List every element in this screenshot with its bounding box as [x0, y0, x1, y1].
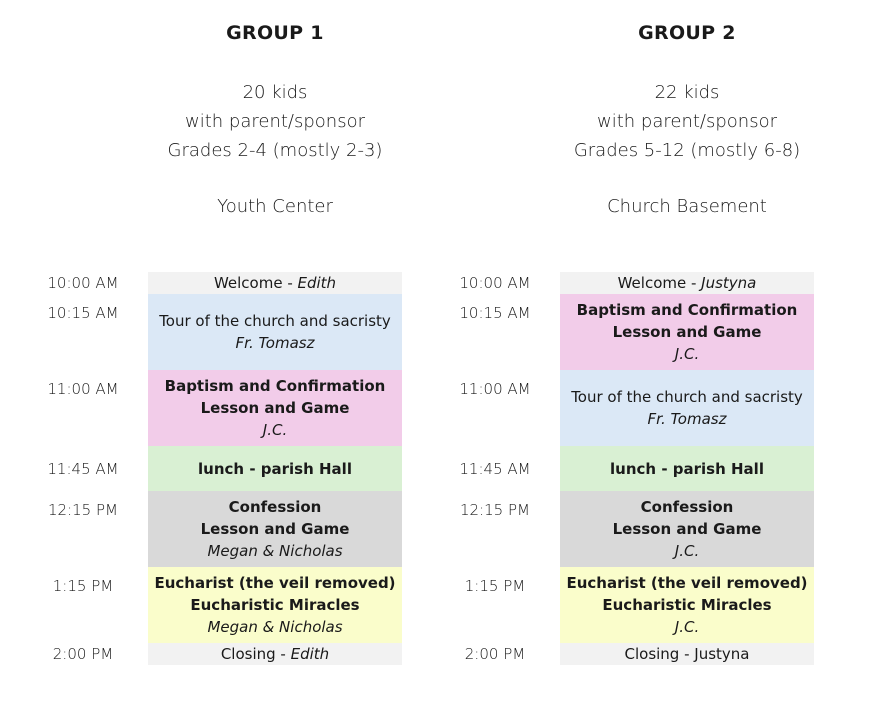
- group1-confession-title: Confession: [228, 498, 322, 516]
- group1-welcome-label: Welcome -: [213, 274, 298, 292]
- group1-tour-title: Tour of the church and sacristy: [159, 312, 391, 330]
- group2-time-115: 1:15 PM: [464, 577, 526, 595]
- group1-header: [115, 20, 435, 220]
- group1-time-1015: 10:15 AM: [47, 304, 119, 322]
- group1-welcome-leader: Edith: [297, 274, 337, 292]
- group2-time-1000: 10:00 AM: [459, 274, 531, 292]
- group1-lunch-block: [148, 446, 402, 491]
- group2-baptism-subtitle: Lesson and Game: [612, 323, 762, 341]
- group1-baptism-leader: J.C.: [262, 421, 288, 439]
- group2-header: [527, 20, 847, 220]
- group1-eucharist-subtitle: Eucharistic Miracles: [190, 596, 360, 614]
- group1-closing-leader: Edith: [290, 645, 330, 663]
- group2-kids: 22 kids: [654, 82, 720, 103]
- group2-confession-subtitle: Lesson and Game: [612, 520, 762, 538]
- group2-time-1015: 10:15 AM: [459, 304, 531, 322]
- group1-time-200: 2:00 PM: [52, 645, 114, 663]
- group2-tour-block: [560, 370, 814, 446]
- group2-confession-block: [560, 491, 814, 567]
- group2-info: [527, 78, 847, 165]
- group2-title: GROUP 2: [638, 22, 736, 44]
- group2-grades: Grades 5-12 (mostly 6-8): [573, 140, 801, 161]
- group2-tour-leader: Fr. Tomasz: [647, 410, 727, 428]
- group2-eucharist-leader: J.C.: [674, 618, 700, 636]
- group1-location: Youth Center: [217, 196, 333, 217]
- group2-time-1145: 11:45 AM: [459, 460, 531, 478]
- group1-confession-block: [148, 491, 402, 567]
- group2-eucharist-block: [560, 567, 814, 643]
- group2-confession-title: Confession: [640, 498, 734, 516]
- group1-with: with parent/sponsor: [185, 111, 365, 132]
- group2-lunch-title: lunch - parish Hall: [610, 459, 764, 478]
- group1-lunch-title: lunch - parish Hall: [198, 459, 352, 478]
- group1-time-1100: 11:00 AM: [47, 380, 119, 398]
- group1-info: [115, 78, 435, 165]
- group1-tour-block: [148, 294, 402, 370]
- group2-time-1215: 12:15 PM: [460, 501, 530, 519]
- group2-baptism-block: [560, 294, 814, 370]
- group2-time-1100: 11:00 AM: [459, 380, 531, 398]
- group1-baptism-title: Baptism and Confirmation: [164, 377, 386, 395]
- group2-baptism-title: Baptism and Confirmation: [576, 301, 798, 319]
- group1-time-1215: 12:15 PM: [48, 501, 118, 519]
- group1-title: GROUP 1: [226, 22, 324, 44]
- group2-welcome-block: [560, 272, 814, 294]
- group1-time-1145: 11:45 AM: [47, 460, 119, 478]
- group1-welcome-text: [214, 272, 336, 294]
- group2-welcome-text: [618, 272, 757, 294]
- group1-eucharist-leader: Megan & Nicholas: [207, 618, 343, 636]
- group1-closing-label: Closing -: [220, 645, 291, 663]
- group2-closing-block: [560, 643, 814, 665]
- group1-time-1000: 10:00 AM: [47, 274, 119, 292]
- group2-with: with parent/sponsor: [597, 111, 777, 132]
- group1-baptism-subtitle: Lesson and Game: [200, 399, 350, 417]
- group1-closing-block: [148, 643, 402, 665]
- group1-baptism-block: [148, 370, 402, 446]
- group2-baptism-leader: J.C.: [674, 345, 700, 363]
- group1-confession-leader: Megan & Nicholas: [207, 542, 343, 560]
- group1-eucharist-block: [148, 567, 402, 643]
- group1-welcome-block: [148, 272, 402, 294]
- group1-confession-subtitle: Lesson and Game: [200, 520, 350, 538]
- group2-confession-leader: J.C.: [674, 542, 700, 560]
- group1-time-115: 1:15 PM: [52, 577, 114, 595]
- group1-kids: 20 kids: [242, 82, 308, 103]
- group1-grades: Grades 2-4 (mostly 2-3): [167, 140, 383, 161]
- group2-time-200: 2:00 PM: [464, 645, 526, 663]
- group2-welcome-leader: Justyna: [701, 274, 757, 292]
- group2-tour-title: Tour of the church and sacristy: [571, 388, 803, 406]
- group2-lunch-block: [560, 446, 814, 491]
- group2-location: Church Basement: [607, 196, 767, 217]
- group1-closing-text: [221, 643, 329, 665]
- group1-eucharist-title: Eucharist (the veil removed): [154, 574, 396, 592]
- group2-eucharist-subtitle: Eucharistic Miracles: [602, 596, 772, 614]
- group2-eucharist-title: Eucharist (the veil removed): [566, 574, 808, 592]
- group2-welcome-label: Welcome -: [617, 274, 702, 292]
- group1-tour-leader: Fr. Tomasz: [235, 334, 315, 352]
- group2-closing-text: Closing - Justyna: [624, 645, 750, 663]
